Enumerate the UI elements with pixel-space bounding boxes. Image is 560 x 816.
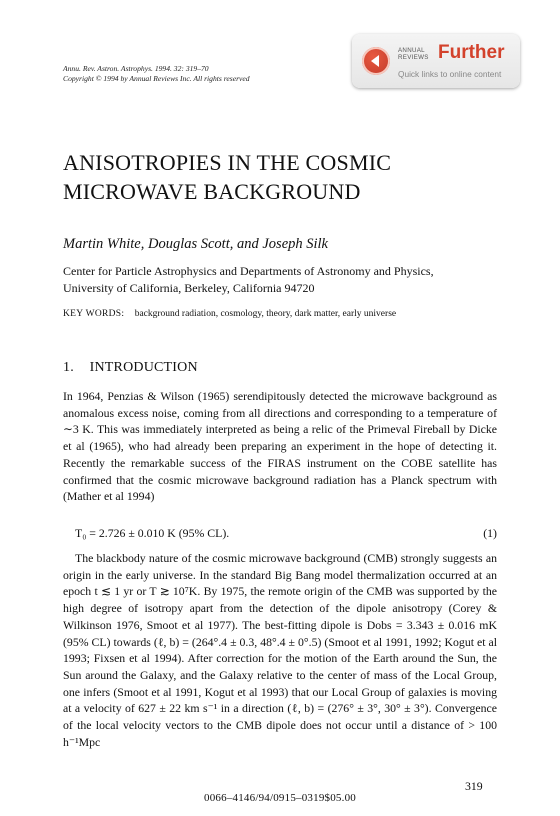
arrow-left-circle-icon [362, 47, 390, 75]
annual-reviews-logo [398, 47, 429, 61]
further-links-button[interactable] [352, 34, 520, 88]
section-heading [63, 360, 198, 376]
journal-citation: Annu. Rev. Astron. Astrophys. 1994. 32: 319–70 [63, 64, 209, 73]
paragraph-intro: In 1964, Penzias & Wilson (1965) serendipitously detected the microwave background as anomalous excess noise, coming from all directions and corresponding to a temperature of ∼3 K. This was immediately interpreted as being a relic of the Primeval Fireball by Dicke et al (1965), who had already been preparing an experiment in the hope of detecting it. Recently the remarkable success of the FIRAS instrument on the COBE satellite has confirmed that the cosmic microwave background radiation has a Planck spectrum with (Mather et al 1994) [63, 389, 497, 504]
page-number: 319 [465, 779, 483, 793]
article-title [63, 148, 493, 206]
further-tagline: Quick links to online content [398, 69, 502, 79]
equation-number: (1) [483, 526, 497, 540]
section-number: 1. [63, 360, 74, 375]
keywords [63, 309, 503, 319]
keywords-label: KEY WORDS: [63, 309, 125, 319]
affiliation-line-1: Center for Particle Astrophysics and Departments of Astronomy and Physics, [63, 264, 434, 278]
section-title: INTRODUCTION [89, 360, 198, 375]
affiliation [63, 263, 503, 297]
annual-text: ANNUAL [398, 47, 425, 54]
journal-reference [63, 64, 343, 84]
equation-1 [75, 526, 497, 541]
keywords-list: background radiation, cosmology, theory, dark matter, early universe [134, 309, 397, 319]
title-line-1: ANISOTROPIES IN THE COSMIC [63, 150, 392, 175]
copyright-line: Copyright © 1994 by Annual Reviews Inc. All rights reserved [63, 74, 250, 83]
author-list: Martin White, Douglas Scott, and Joseph Silk [63, 236, 328, 252]
affiliation-line-2: University of California, Berkeley, California 94720 [63, 281, 315, 295]
equation-text: T₀ = 2.726 ± 0.010 K (95% CL). [75, 526, 230, 540]
paragraph-blackbody: The blackbody nature of the cosmic microwave background (CMB) strongly suggests an origin in the early universe. In the standard Big Bang model thermalization occurred at an epoch t ≲ 1 yr or T ≳ 10⁷K. By 1975, the remote origin of the CMB was supported by the high degree of isotropy apart from the detection of the dipole anisotropy (Corey & Wilkinson 1976, Smoot et al 1977). The best-fitting dipole is Dobs = 3.343 ± 0.016 mK (95% CL) towards (ℓ, b) = (264°.4 ± 0.3, 48°.4 ± 0°.5) (Smoot et al 1991, 1992; Kogut et al 1993; Fixsen et al 1994). After correction for the motion of the Earth around the Sun, the Sun around the Galaxy, and the Galaxy relative to the center of mass of the Local Group, one infers (Smoot et al 1991, Kogut et al 1993) that our Local Group of galaxies is moving at a velocity of 627 ± 22 km s⁻¹ in a direction (ℓ, b) = (276° ± 3°, 30° ± 3°). Convergence of the local velocity vectors to the CMB dipole does not occur until a distance of > 100 h⁻¹Mpc [63, 551, 497, 749]
further-word: Further [438, 42, 505, 63]
reviews-text: REVIEWS [398, 54, 429, 61]
article-code: 0066–4146/94/0915–0319$05.00 [204, 792, 356, 804]
title-line-2: MICROWAVE BACKGROUND [63, 179, 361, 204]
